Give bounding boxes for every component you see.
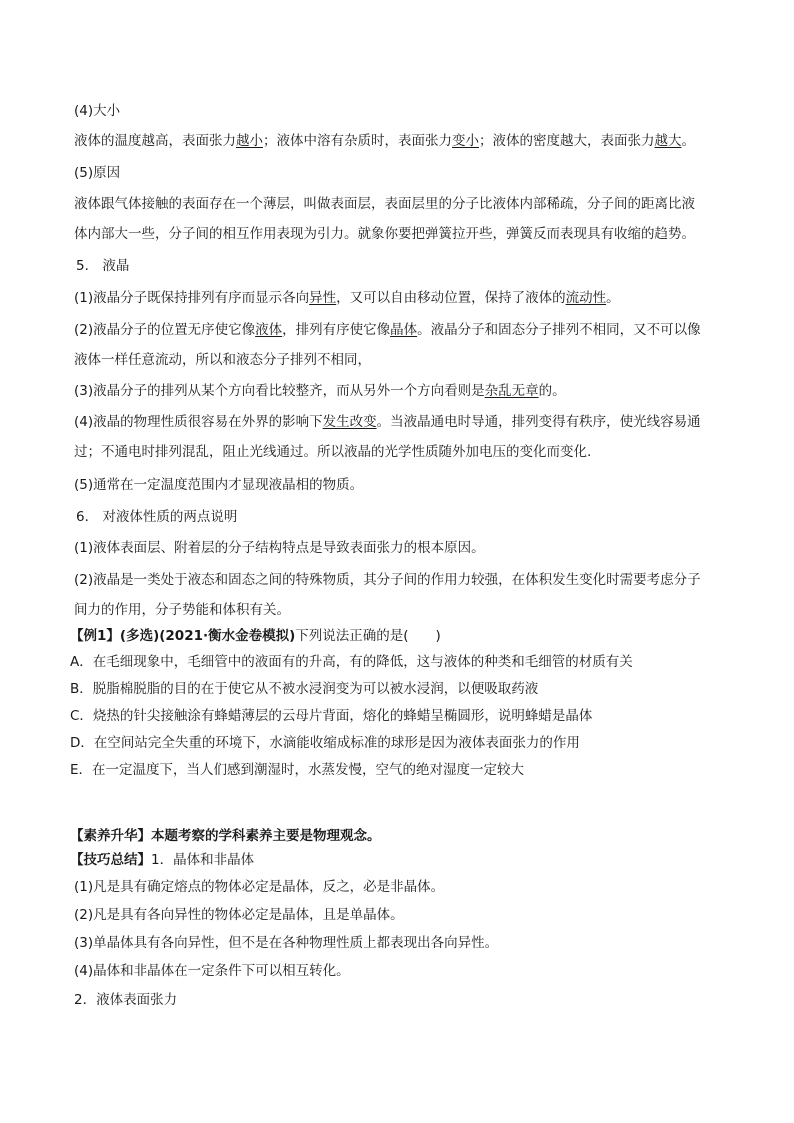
s6-point-2-line-2: 间力的作用，分子势能和体积有关。 xyxy=(74,602,290,618)
section-4-text: 液体的温度越高，表面张力越小；液体中溶有杂质时，表面张力变小；液体的密度越大，表面张力越大。 xyxy=(74,133,695,149)
section-5-heading: (5)原因 xyxy=(74,165,121,181)
option-b: B．脱脂棉脱脂的目的在于使它从不被水浸润变为可以被水浸润，以便吸取药液 xyxy=(70,681,539,697)
lc-point-2-line-1: (2)液晶分子的位置无序使它像液体，排列有序使它像晶体。液晶分子和固态分子排列不相同，又不可以像 xyxy=(74,322,701,338)
lc-point-1: (1)液晶分子既保持排列有序而显示各向异性，又可以自由移动位置，保持了液体的流动性。 xyxy=(74,290,620,306)
liquid-crystal-heading: 5． 液晶 xyxy=(76,258,130,274)
literacy-summary: 【素养升华】本题考察的学科素养主要是物理观念。 xyxy=(70,828,381,844)
section-5-text-2: 体内部大一些，分子间的相互作用表现为引力。就象你要把弹簧拉开些，弹簧反而表现具有收缩的趋势。 xyxy=(74,226,695,242)
example-question: 【例1】(多选)(2021·衡水金卷模拟)下列说法正确的是( ) xyxy=(70,628,441,644)
s6-point-1: (1)液体表面层、附着层的分子结构特点是导致表面张力的根本原因。 xyxy=(74,540,485,556)
lc-point-4-line-2: 过；不通电时排列混乱，阻止光线通过。所以液晶的光学性质随外加电压的变化而变化. xyxy=(74,444,592,460)
summary-item-1: (1)凡是具有确定熔点的物体必定是晶体，反之，必是非晶体。 xyxy=(74,879,445,895)
s6-point-2-line-1: (2)液晶是一类处于液态和固态之间的特殊物质，其分子间的作用力较强，在体积发生变化时需要考虑分子 xyxy=(74,572,701,588)
section-6-heading: 6． 对液体性质的两点说明 xyxy=(76,509,238,525)
summary-item-3: (3)单晶体具有各向异性，但不是在各种物理性质上都表现出各向异性。 xyxy=(74,935,499,951)
option-d: D．在空间站完全失重的环境下，水滴能收缩成标准的球形是因为液体表面张力的作用 xyxy=(70,735,580,751)
skills-summary-heading: 【技巧总结】1．晶体和非晶体 xyxy=(70,852,255,868)
option-a: A．在毛细现象中，毛细管中的液面有的升高，有的降低，这与液体的种类和毛细管的材质有关 xyxy=(70,654,633,670)
lc-point-2-line-2: 液体一样任意流动，所以和液态分子排列不相同， xyxy=(74,352,371,368)
option-e: E．在一定温度下，当人们感到潮湿时，水蒸发慢，空气的绝对湿度一定较大 xyxy=(70,762,525,778)
section-5-text-1: 液体跟气体接触的表面存在一个薄层，叫做表面层，表面层里的分子比液体内部稀疏，分子间的距离比液 xyxy=(74,196,695,212)
example-tag: 【例1】(多选)(2021·衡水金卷模拟) xyxy=(70,628,296,644)
summary-last-heading: 2．液体表面张力 xyxy=(74,992,178,1008)
lc-point-5: (5)通常在一定温度范围内才显现液晶相的物质。 xyxy=(74,477,364,493)
section-4-heading: (4)大小 xyxy=(74,103,121,119)
summary-item-2: (2)凡是具有各向异性的物体必定是晶体，且是单晶体。 xyxy=(74,907,404,923)
summary-item-4: (4)晶体和非晶体在一定条件下可以相互转化。 xyxy=(74,963,350,979)
lc-point-4-line-1: (4)液晶的物理性质很容易在外界的影响下发生改变。当液晶通电时导通，排列变得有秩序，使光线容易通 xyxy=(74,414,701,430)
lc-point-3: (3)液晶分子的排列从某个方向看比较整齐，而从另外一个方向看则是杂乱无章的。 xyxy=(74,383,566,399)
option-c: C．烧热的针尖接触涂有蜂蜡薄层的云母片背面，熔化的蜂蜡呈椭圆形，说明蜂蜡是晶体 xyxy=(70,708,593,724)
